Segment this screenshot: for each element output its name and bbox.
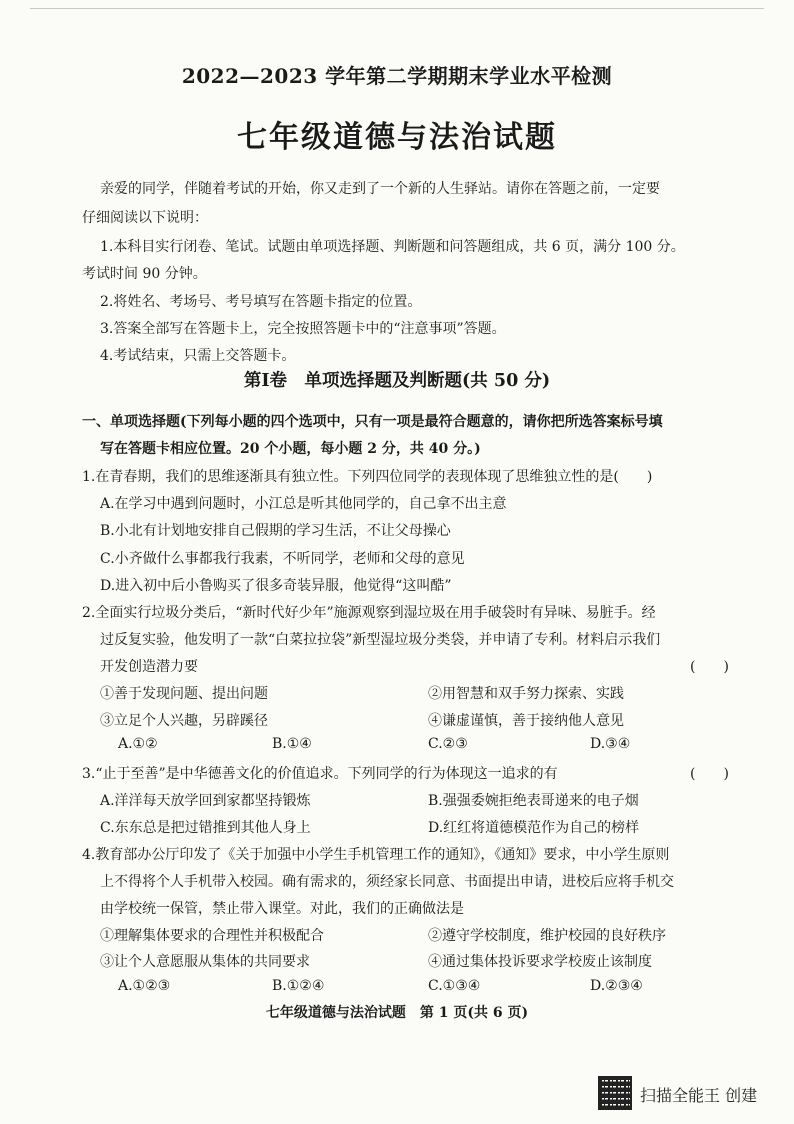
q2-choice-4: ④谦虚谨慎，善于接纳他人意见 xyxy=(428,713,624,729)
qr-code-icon xyxy=(598,1076,632,1110)
q2-option-c: C.②③ xyxy=(428,736,468,752)
q1-option-d: D.进入初中后小鲁购买了很多奇装异服，他觉得“这叫酷” xyxy=(100,578,452,594)
q2-stem-1: 2.全面实行垃圾分类后，“新时代好少年”施源观察到湿垃圾在用手破袋时有异味、易脏手。经 xyxy=(82,605,656,621)
intro-item-3: 3.答案全部写在答题卡上，完全按照答题卡中的“注意事项”答题。 xyxy=(100,321,506,337)
intro-line-1: 亲爱的同学，伴随着考试的开始，你又走到了一个新的人生驿站。请你在答题之前，一定要 xyxy=(100,181,660,197)
q4-choice-3: ③让个人意愿服从集体的共同要求 xyxy=(100,954,310,970)
q2-choice-1: ①善于发现问题、提出问题 xyxy=(100,686,268,702)
q1-option-b: B.小北有计划地安排自己假期的学习生活，不让父母操心 xyxy=(100,523,451,539)
q2-stem-3: 开发创造潜力要 xyxy=(100,659,198,675)
q4-option-c: C.①③④ xyxy=(428,978,481,994)
q2-stem-2: 过反复实验，他发明了一款“白菜拉拉袋”新型湿垃圾分类袋，并申请了专利。材料启示我们 xyxy=(100,632,661,648)
q2-option-a: A.①② xyxy=(118,736,158,752)
part-instruction-2: 写在答题卡相应位置。20 个小题，每小题 2 分，共 40 分。) xyxy=(100,441,481,457)
q4-option-a: A.①②③ xyxy=(118,978,171,994)
q4-choice-4: ④通过集体投诉要求学校废止该制度 xyxy=(428,954,652,970)
exam-subtitle: 2022—2023 学年第二学期期末学业水平检测 xyxy=(181,64,613,88)
q3-option-c: C.东东总是把过错推到其他人身上 xyxy=(100,820,311,836)
q2-choice-3: ③立足个人兴趣，另辟蹊径 xyxy=(100,713,268,729)
q1-option-a: A.在学习中遇到问题时，小江总是听其他同学的，自己拿不出主意 xyxy=(100,496,507,512)
q1-stem: 1.在青春期，我们的思维逐渐具有独立性。下列四位同学的表现体现了思维独立性的是( ) xyxy=(82,469,653,485)
q3-option-a: A.洋洋每天放学回到家都坚持锻炼 xyxy=(100,793,311,809)
q4-stem-2: 上不得将个人手机带入校园。确有需求的，须经家长同意、书面提出申请，进校后应将手机交 xyxy=(100,874,674,890)
q4-option-b: B.①②④ xyxy=(272,978,325,994)
intro-item-2: 2.将姓名、考场号、考号填写在答题卡指定的位置。 xyxy=(100,294,422,310)
q4-stem-3: 由学校统一保管，禁止带入课堂。对此，我们的正确做法是 xyxy=(100,901,464,917)
q3-stem: 3.“止于至善”是中华德善文化的价值追求。下列同学的行为体现这一追求的有 xyxy=(82,766,558,782)
q4-option-d: D.②③④ xyxy=(590,978,643,994)
intro-item-1: 1.本科目实行闭卷、笔试。试题由单项选择题、判断题和问答题组成，共 6 页，满分 100 分。 xyxy=(100,239,685,255)
scanner-watermark: 扫描全能王 创建 xyxy=(640,1086,758,1105)
intro-item-1-cont: 考试时间 90 分钟。 xyxy=(82,266,207,282)
q3-answer-paren: ( ) xyxy=(690,766,729,782)
q2-choice-2: ②用智慧和双手努力探索、实践 xyxy=(428,686,624,702)
section-title: 第Ⅰ卷 单项选择题及判断题(共 50 分) xyxy=(243,371,551,391)
page-footer: 七年级道德与法治试题 第 1 页(共 6 页) xyxy=(265,1005,529,1021)
exam-title: 七年级道德与法治试题 xyxy=(237,120,557,155)
part-instruction-1: 一、单项选择题(下列每小题的四个选项中，只有一项是最符合题意的，请你把所选答案标号填 xyxy=(82,414,663,430)
intro-item-4: 4.考试结束，只需上交答题卡。 xyxy=(100,348,296,364)
q4-choice-1: ①理解集体要求的合理性并积极配合 xyxy=(100,928,324,944)
q4-stem-1: 4.教育部办公厅印发了《关于加强中小学生手机管理工作的通知》，《通知》要求，中小学生原则 xyxy=(82,847,670,863)
intro-line-2: 仔细阅读以下说明： xyxy=(82,210,208,226)
q2-answer-paren: ( ) xyxy=(690,659,729,675)
q2-option-b: B.①④ xyxy=(272,736,312,752)
q4-choice-2: ②遵守学校制度，维护校园的良好秩序 xyxy=(428,928,666,944)
q3-option-b: B.强强委婉拒绝表哥递来的电子烟 xyxy=(428,793,639,809)
q2-option-d: D.③④ xyxy=(590,736,631,752)
scan-edge-line xyxy=(30,8,764,9)
q1-option-c: C.小齐做什么事都我行我素，不听同学，老师和父母的意见 xyxy=(100,551,465,567)
q3-option-d: D.红红将道德模范作为自己的榜样 xyxy=(428,820,640,836)
